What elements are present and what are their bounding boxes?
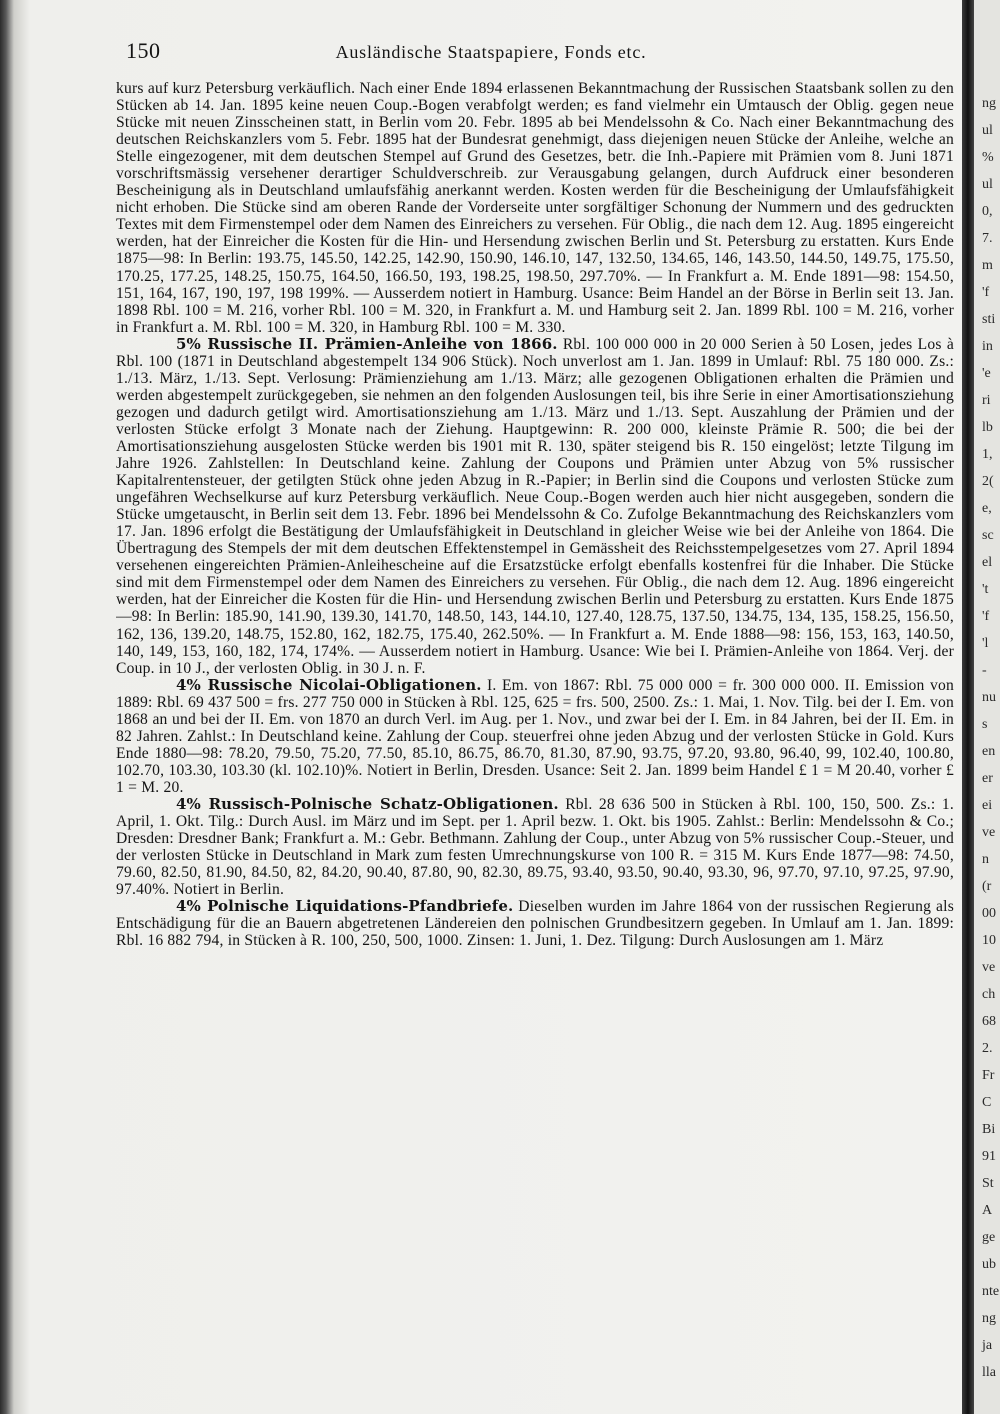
facing-page-fragment: 2. (982, 1041, 993, 1056)
facing-page-fragment: ri (982, 393, 991, 408)
paragraph-nicolai-obligationen (116, 677, 954, 796)
facing-page-fragment: in (982, 339, 993, 354)
paragraph-schatz-obligationen (116, 796, 954, 898)
facing-page-fragment: 91 (982, 1149, 996, 1164)
facing-page-fragment: 68 (982, 1014, 996, 1029)
facing-page-fragment: er (982, 771, 993, 786)
facing-page-fragment: 'f (982, 285, 990, 300)
facing-page-fragment: C (982, 1095, 992, 1110)
paragraph-text: Rbl. 28 636 500 in Stücken à Rbl. 100, 150, 500. Zs.: 1. April, 1. Okt. Tilg.: Durch Ausl. im März und im Sept. per 1. April bezw. 1. Okt. bis 1905. Zahlst.: Berlin: Mendelssohn & Co.; Dresden: Dresdner Bank; Frankfurt a. M.: Gebr. Bethmann. Zahlung der Coup., unter Abzug von 5% russischer Coup.-Steuer, und der verlosten Stücke in Deutschland in Mark zum festen Umrechnungskurse von 100 R. = 315 M. Kurs Ende 1877—98: 74.50, 79.60, 82.50, 81.90, 84.50, 82, 84.20, 90.40, 87.80, 90, 82.30, 89.75, 93.40, 93.50, 90.40, 93.30, 96, 97.70, 97.10, 97.25, 97.90, 97.40%. Notiert in Berlin. (116, 795, 954, 899)
facing-page-fragment: Bi (982, 1122, 996, 1137)
facing-page-fragment: ge (982, 1230, 996, 1245)
facing-page-fragment: ub (982, 1257, 996, 1272)
facing-page-fragment: ng (982, 96, 996, 111)
facing-page-fragment: lb (982, 420, 993, 435)
book-gutter (962, 0, 974, 1414)
facing-page-fragment: nte (982, 1284, 1000, 1299)
facing-page-fragment: 'e (982, 366, 991, 381)
facing-page-fragment: 'l (982, 636, 989, 651)
facing-page-fragment: 0, (982, 204, 993, 219)
facing-page-fragment: 00 (982, 906, 996, 921)
facing-page-fragment: ve (982, 825, 996, 840)
paragraph-anleihe-1864-continued (116, 80, 954, 336)
facing-page-fragment: 'f (982, 609, 990, 624)
paragraph-text: Rbl. 100 000 000 in 20 000 Serien à 50 Losen, jedes Los à Rbl. 100 (1871 in Deutschland abgestempelt 134 906 Stück). Noch unverlost am 1. Jan. 1899 in Umlauf: Rbl. 75 180 000. Zs.: 1./13. März, 1./13. Sept. Verlosung: Prämienziehung am 1./13. März; alle gezogenen Obligationen erhalten die Prämien und werden abgestempelt zurückgegeben, sie nehmen an den folgenden Auslosungen teil, bis ihre Serie in einer Amortisationsziehung gezogen und dadurch getilgt wird. Amortisationsziehung am 1./13. März und 1./13. Sept. Auszahlung der Prämien und der verlosten Stücke erfolgt 3 Monate nach der Ziehung. Hauptgewinn: R. 200 000, kleinste Prämie R. 500; die bei der Amortisationsziehung ausgelosten Stücke werden bis 1901 mit R. 130, später steigend bis R. 150 eingelöst; letzte Tilgung im Jahre 1926. Zahlstellen: In Deutschland keine. Zahlung der Coupons und Prämien unter Abzug von 5% russischer Kapitalrentensteuer, der getilgten Stück ohne jeden Abzug in R.-Papier; in Berlin sind die Coupons und verlosten Stücke zum ungefähren Wechselkurse auf kurz Petersburg verkäuflich. Neue Coup.-Bogen werden auch hier nicht ausgegeben, sondern die Stücke umgetauscht, in Berlin seit dem 13. Febr. 1896 bei Mendelssohn & Co. Zufolge Bekanntmachung des Reichskanzlers vom 17. Jan. 1896 erfolgt die Bestätigung der Umlaufsfähigkeit in Deutschland in gleicher Weise wie bei der Anleihe von 1864. Die Übertragung des Stempels der mit dem deutschen Effektenstempel in Gemässheit des Reichsstempelgesetzes vom 27. April 1894 versehenen eingereichten Prämien-Anleihescheine auf die Ersatzstücke erfolgt ebenfalls kostenfrei für die Inhaber. Die Stücke sind mit dem Firmenstempel oder dem Namen des Einreichers zu versehen. Für Oblig., die nach dem 12. Aug. 1896 eingereicht werden, hat der Einreicher die Kosten für die Hin- und Hersendung zwischen Berlin und Petersburg zu erstatten. Kurs Ende 1875—98: In Berlin: 185.90, 141.90, 139.30, 141.70, 148.50, 143, 144.10, 127.40, 128.75, 137.50, 134.75, 134, 135, 158.25, 156.50, 162, 136, 139.20, 148.75, 152.80, 162, 182.75, 175.40, 262.50%. — In Frankfurt a. M. Ende 1888—98: 156, 153, 163, 140.50, 140, 149, 153, 160, 182, 174, 174%. — Ausserdem notiert in Hamburg. Usance: Wie bei I. Prämien-Anleihe von 1864. Verj. der Coup. in 10 J., der verlosten Oblig. in 30 J. n. F. (116, 335, 954, 677)
facing-page-fragment: lla (982, 1365, 996, 1380)
facing-page-fragment: s (982, 717, 988, 732)
paragraph-text: Dieselben wurden im Jahre 1864 von der russischen Regierung als Entschädigung für die an Bauern abgetretenen Ländereien den polnischen Grundbesitzern gegeben. In Umlauf am 1. Jan. 1899: Rbl. 16 882 794, in Stücken à R. 100, 250, 500, 1000. Zinsen: 1. Juni, 1. Dez. Tilgung: Durch Auslosungen am 1. März (116, 898, 954, 950)
facing-page-fragment: el (982, 555, 993, 570)
paragraph-heading: 4% Russische Nicolai-Obligationen. (176, 675, 482, 694)
paragraph-text: kurs auf kurz Petersburg verkäuflich. Nach einer Ende 1894 erlassenen Bekanntmachung der Russischen Staatsbank sollen zu den Stücken ab 14. Jan. 1895 keine neuen Coup.-Bogen verabfolgt werden; es fand vielmehr ein Umtausch der Oblig. gegen neue Stücke mit neuen Zinsscheinen statt, in Berlin vom 20. Febr. 1895 ab bei Mendelssohn & Co. Nach einer Bekanntmachung des deutschen Reichskanzlers vom 5. Febr. 1895 hat der Bundesrat genehmigt, dass diejenigen neuen Stücke der Anleihe, welche an Stelle eingezogener, mit dem deutschen Stempel auf Grund des Gesetzes, betr. die Inh.-Papiere mit Prämien vom 8. Juni 1871 vorschriftsmässig versehener derartiger Schuldverschreib. zur Verausgabung gelangen, durch Aufdruck einer besonderen Bescheinigung als in Deutschland umlaufsfähig anerkannt werden. Kosten werden für die Bescheinigung der Umlaufsfähigkeit nicht erhoben. Die Stücke sind am oberen Rande der Vorderseite unter sorgfältiger Schonung der Nummern und des gedruckten Textes mit dem Firmenstempel oder dem Namen des Einreichers zu versehen. Für Oblig., die nach dem 12. Aug. 1895 eingereicht werden, hat der Einreicher die Kosten für die Hin- und Hersendung zwischen Berlin und St. Petersburg zu erstatten. Kurs Ende 1875—98: In Berlin: 193.75, 145.50, 142.25, 142.90, 150.90, 146.10, 147, 132.50, 134.65, 146, 143.50, 144.50, 149.75, 175.50, 170.25, 177.25, 148.25, 150.75, 164.50, 166.50, 193, 198.25, 198.50, 297.70%. — In Frankfurt a. M. Ende 1891—98: 154.50, 151, 164, 167, 190, 197, 198 199%. — Ausserdem notiert in Hamburg. Usance: Beim Handel an der Börse in Berlin seit 13. Jan. 1898 Rbl. 100 = M. 216, vorher Rbl. 100 = M. 320, in Frankfurt a. M. und Hamburg seit 2. Jan. 1899 Rbl. 100 = M. 216, vorher in Frankfurt a. M. Rbl. 100 = M. 320, in Hamburg Rbl. 100 = M. 330. (116, 80, 954, 336)
facing-page-fragment: nu (982, 690, 996, 705)
page-header (126, 38, 946, 64)
facing-page-fragment: sti (982, 312, 996, 327)
facing-page-fragment: ei (982, 798, 993, 813)
running-title: Ausländische Staatspapiere, Fonds etc. (335, 42, 647, 62)
facing-page-fragment: Fr (982, 1068, 995, 1083)
facing-page-fragment: m (982, 258, 993, 273)
facing-page-fragment: ch (982, 987, 996, 1002)
paragraph-praemien-anleihe-1866 (116, 336, 954, 677)
facing-page-fragment: sc (982, 528, 994, 543)
facing-page-fragment: 't (982, 582, 989, 597)
facing-page-fragment: ng (982, 1311, 996, 1326)
facing-page-fragment: ul (982, 123, 993, 138)
page-body (116, 80, 954, 1410)
facing-page-fragment: 1, (982, 447, 993, 462)
facing-page-fragment: ja (982, 1338, 993, 1353)
paragraph-heading: 4% Polnische Liquidations-Pfandbriefe. (176, 897, 514, 916)
facing-page-edge (974, 0, 1000, 1414)
facing-page-fragment: 2( (982, 474, 994, 489)
facing-page-fragment: en (982, 744, 996, 759)
facing-page-fragment: n (982, 852, 989, 867)
page-number: 150 (126, 38, 161, 63)
facing-page-fragment: A (982, 1203, 993, 1218)
paragraph-text: I. Em. von 1867: Rbl. 75 000 000 = fr. 300 000 000. II. Emission von 1889: Rbl. 69 437 500 = frs. 277 750 000 in Stücken à Rbl. 125, 625 = frs. 500, 2500. Zs.: 1. Mai, 1. Nov. Tilg. bei der I. Em. von 1868 an und bei der II. Em. von 1870 an durch Verl. im Aug. per 1. Nov., und zwar bei der I. Em. in 84 Jahren, bei der II. Em. in 82 Jahren. Zahlst.: In Deutschland keine. Zahlung der Coup. steuerfrei ohne jeden Abzug und der verlosten Stücke in Gold. Kurs Ende 1880—98: 78.20, 79.50, 75.20, 77.50, 85.10, 86.75, 86.70, 81.30, 87.90, 93.75, 97.20, 93.80, 96.40, 99, 102.40, 100.80, 102.70, 103.30, 103.30 (kl. 102.10)%. Notiert in Berlin, Dresden. Usance: Seit 2. Jan. 1899 beim Handel £ 1 = M 20.40, vorher £ 1 = M. 20. (116, 676, 954, 796)
facing-page-fragment: ul (982, 177, 993, 192)
paragraph-heading: 5% Russische II. Prämien-Anleihe von 1866. (176, 334, 558, 353)
facing-page-fragment: (r (982, 879, 992, 894)
paragraph-liquidations-pfandbriefe (116, 898, 954, 949)
facing-page-fragment: % (982, 150, 994, 165)
facing-page-fragment: 10 (982, 933, 996, 948)
facing-page-fragment: - (982, 663, 987, 678)
facing-page-fragment: 7. (982, 231, 993, 246)
facing-page-fragment: St (982, 1176, 994, 1191)
facing-page-fragment: e, (982, 501, 992, 516)
facing-page-fragment: ve (982, 960, 996, 975)
paragraph-heading: 4% Russisch-Polnische Schatz-Obligationen. (176, 794, 559, 813)
